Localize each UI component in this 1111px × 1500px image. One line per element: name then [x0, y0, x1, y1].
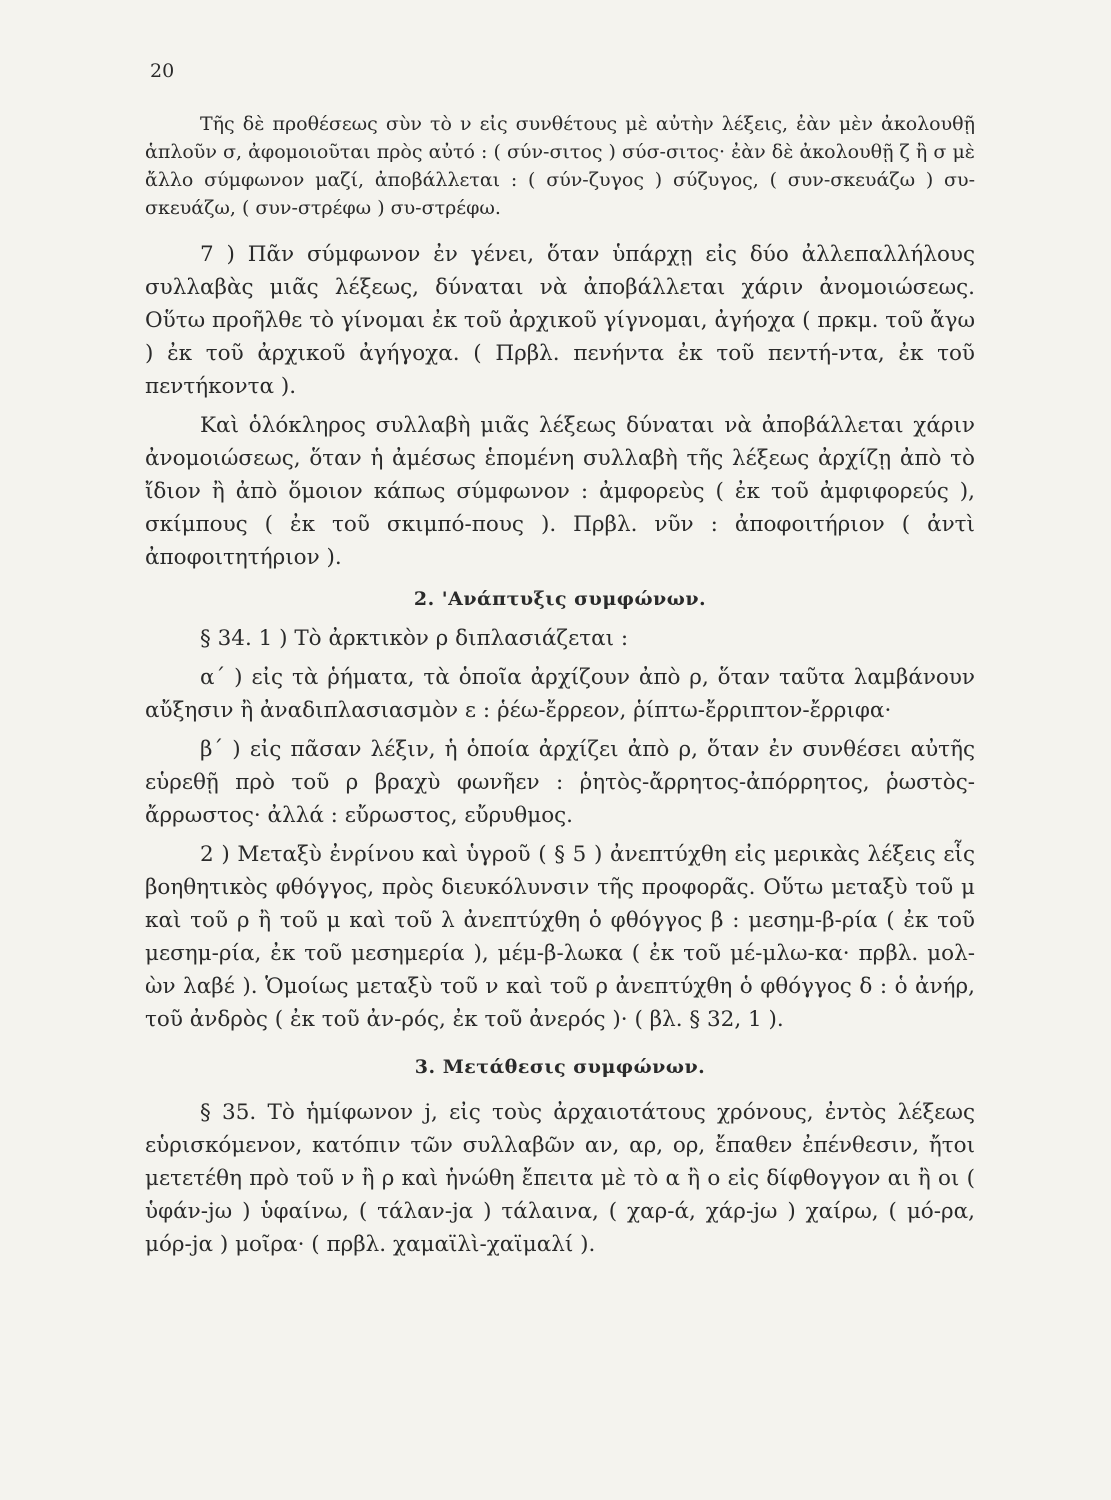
section-heading-2: 2. 'Ανάπτυξις συμφώνων. — [413, 588, 707, 610]
paragraph-section-35: § 35. Τὸ ἡμίφωνον j, εἰς τοὺς ἀρχαιοτάτους χρόνους, ἐντὸς λέξεως εὑρισκόμενον, κατόπιν τῶν συλλαβῶν αν, αρ, ορ, ἔπαθεν ἐπένθεσιν, ἤτοι μετετέθη πρὸ τοῦ ν ἢ ρ καὶ ἡνώθη ἔπειτα μὲ τὸ α ἢ ο εἰς δίφθογγον αι ἢ οι ( ὑφάν-jω ) ὑφαίνω, ( τάλαν-jα ) τάλαινα, ( χαρ-ά, χάρ-jω ) χαίρω, ( μό-ρα, μόρ-jα ) μοῖρα· ( πρβλ. χαμαϊλὶ-χαϊμαλί ). — [145, 1100, 975, 1257]
paragraph-rule-7: 7 ) Πᾶν σύμφωνον ἐν γένει, ὅταν ὑπάρχῃ εἰς δύο ἀλλεπαλλήλους συλλαβὰς μιᾶς λέξεως, δύναται νὰ ἀποβάλλεται χάριν ἀνομοιώσεως. Οὕτω προῆλθε τὸ γίνομαι ἐκ τοῦ ἀρχικοῦ γίγνομαι, ἀγήοχα ( πρκμ. τοῦ ἄγω ) ἐκ τοῦ ἀρχικοῦ ἀγήγοχα. ( Πρβλ. πενήντα ἐκ τοῦ πεντή-ντα, ἐκ τοῦ πεντήκοντα ). — [145, 242, 975, 399]
page-number: 20 — [150, 60, 175, 82]
body-text — [145, 110, 975, 1267]
paragraph-syn-prefix: Τῆς δὲ προθέσεως σὺν τὸ ν εἰς συνθέτους μὲ αὐτὴν λέξεις, ἐὰν μὲν ἀκολουθῇ ἁπλοῦν σ, ἀφομοιοῦται πρὸς αὐτό : ( σύν-σιτος ) σύσ-σιτος· ἐὰν δὲ ἀκολουθῇ ζ ἢ σ μὲ ἄλλο σύμφωνον μαζί, ἀποβάλλεται : ( σύν-ζυγος ) σύζυγος, ( συν-σκευάζω ) συ-σκευάζω, ( συν-στρέφω ) συ-στρέφω. — [145, 113, 975, 219]
paragraph-section-34-intro: § 34. 1 ) Τὸ ἀρκτικὸν ρ διπλασιάζεται : — [200, 626, 629, 651]
paragraph-section-34-2: 2 ) Μεταξὺ ἐνρίνου καὶ ὑγροῦ ( § 5 ) ἀνεπτύχθη εἰς μερικὰς λέξεις εἷς βοηθητικὸς φθόγγος, πρὸς διευκόλυνσιν τῆς προφορᾶς. Οὕτω μεταξὺ τοῦ μ καὶ τοῦ ρ ἢ τοῦ μ καὶ τοῦ λ ἀνεπτύχθη ὁ φθόγγος β : μεσημ-β-ρία ( ἐκ τοῦ μεσημ-ρία, ἐκ τοῦ μεσημερία ), μέμ-β-λωκα ( ἐκ τοῦ μέ-μλω-κα· πρβλ. μολ-ὼν λαβέ ). Ὁμοίως μεταξὺ τοῦ ν καὶ τοῦ ρ ἀνεπτύχθη ὁ φθόγγος δ : ὁ ἀνήρ, τοῦ ἀνδρὸς ( ἐκ τοῦ ἀν-ρός, ἐκ τοῦ ἀνερός )· ( βλ. § 32, 1 ). — [145, 842, 975, 1032]
paragraph-section-34-b: β΄ ) εἰς πᾶσαν λέξιν, ἡ ὁποία ἀρχίζει ἀπὸ ρ, ὅταν ἐν συνθέσει αὐτῆς εὑρεθῇ πρὸ τοῦ ρ βραχὺ φωνῆεν : ῥητὸς-ἄρρητος-ἀπόρρητος, ῥωστὸς-ἄρρωστος· ἀλλά : εὔρωστος, εὔρυθμος. — [145, 737, 975, 828]
section-heading-3: 3. Μετάθεσις συμφώνων. — [414, 1056, 706, 1078]
paragraph-section-34-a: α΄ ) εἰς τὰ ῥήματα, τὰ ὁποῖα ἀρχίζουν ἀπὸ ρ, ὅταν ταῦτα λαμβάνουν αὔξησιν ἢ ἀναδιπλασιασμὸν ε : ῥέω-ἔρρεον, ῥίπτω-ἔρριπτον-ἔρριφα· — [145, 665, 975, 723]
paragraph-syllable-dissimilation: Καὶ ὁλόκληρος συλλαβὴ μιᾶς λέξεως δύναται νὰ ἀποβάλλεται χάριν ἀνομοιώσεως, ὅταν ἡ ἀμέσως ἑπομένη συλλαβὴ τῆς λέξεως ἀρχίζῃ ἀπὸ τὸ ἴδιον ἢ ἀπὸ ὅμοιον κάπως σύμφωνον : ἀμφορεὺς ( ἐκ τοῦ ἀμφιφορεύς ), σκίμπους ( ἐκ τοῦ σκιμπό-πους ). Πρβλ. νῦν : ἀποφοιτήριον ( ἀντὶ ἀποφοιτητήριον ). — [145, 413, 975, 570]
